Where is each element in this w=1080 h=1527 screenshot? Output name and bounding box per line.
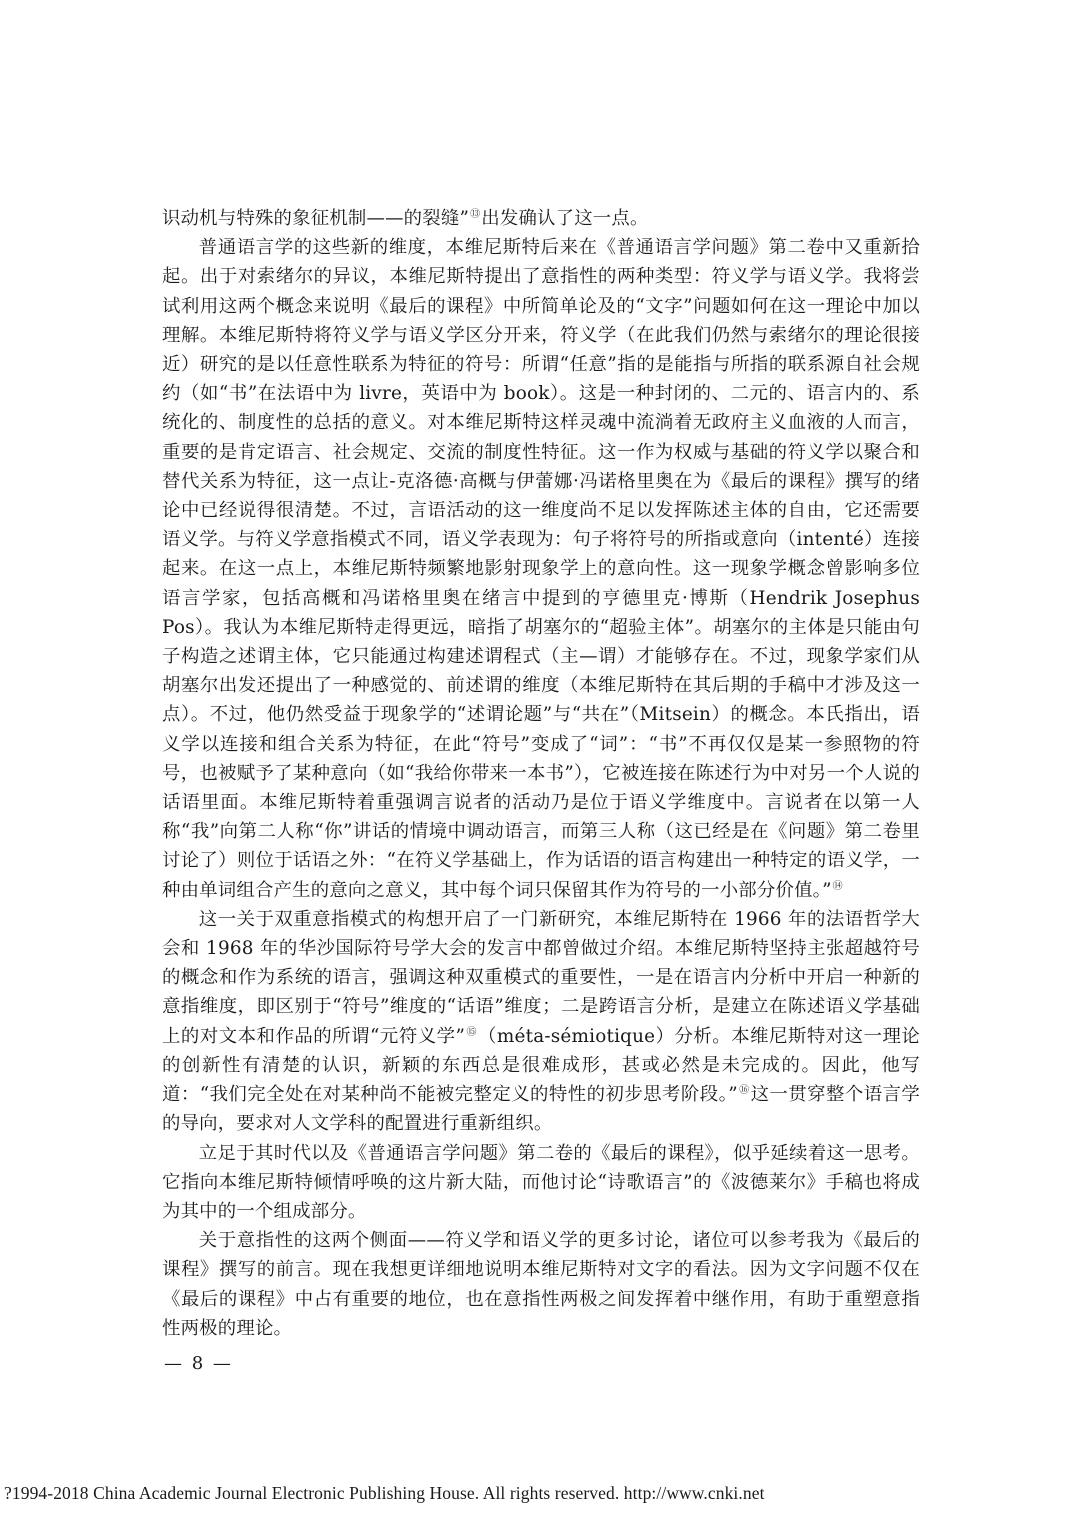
paragraph-text: 识动机与特殊的象征机制——的裂缝” — [162, 208, 470, 229]
footnote-marker[interactable]: ⑬ — [470, 208, 481, 220]
paragraph-4 — [162, 1139, 920, 1227]
paragraph-text: 普通语言学的这些新的维度，本维尼斯特后来在《普通语言学问题》第二卷中又重新拾起。出于对索绪尔的异议，本维尼斯特提出了意指性的两种类型：符义学与语义学。我将尝试利用这两个概念来说明《最后的课程》中所简单论及的“文字”问题如何在这一理论中加以理解。本维尼斯特将符义学与语义学区分开来，符义学（在此我们仍然与索绪尔的理论很接近）研究的是以任意性联系为特征的符号：所谓“任意”指的是能指与所指的联系源自社会规约（如“书”在法语中为 livre，英语中为 book）。这是一种封闭的、二元的、语言内的、系统化的、制度性的总括的意义。对本维尼斯特这样灵魂中流淌着无政府主义血液的人而言，重要的是肯定语言、社会规定、交流的制度性特征。这一作为权威与基础的符义学以聚合和替代关系为特征，这一点让-克洛德·高概与伊蕾娜·冯诺格里奥在为《最后的课程》撰写的绪论中已经说得很清楚。不过，言语活动的这一维度尚不足以发挥陈述主体的自由，它还需要语义学。与符义学意指模式不同，语义学表现为：句子将符号的所指或意向（intenté）连接起来。在这一点上，本维尼斯特频繁地影射现象学上的意向性。这一现象学概念曾影响多位语言学家，包括高概和冯诺格里奥在绪言中提到的亨德里克·博斯（Hendrik Josephus Pos）。我认为本维尼斯特走得更远，暗指了胡塞尔的“超验主体”。胡塞尔的主体是只能由句子构造之述谓主体，它只能通过构建述谓程式（主—谓）才能够存在。不过，现象学家们从胡塞尔出发还提出了一种感觉的、前述谓的维度（本维尼斯特在其后期的手稿中才涉及这一点）。不过，他仍然受益于现象学的“述谓论题”与“共在”（Mitsein）的概念。本氏指出，语义学以连接和组合关系为特征，在此“符号”变成了“词”：“书”不再仅仅是某一参照物的符号，也被赋予了某种意向（如“我给你带来一本书”），它被连接在陈述行为中对另一个人说的话语里面。本维尼斯特着重强调言说者的活动乃是位于语义学维度中。言说者在以第一人称“我”向第二人称“你”讲话的情境中调动语言，而第三人称（这已经是在《问题》第二卷里讨论了）则位于话语之外：“在符义学基础上，作为话语的语言构建出一种特定的语义学，一种由单词组合产生的意向之意义，其中每个词只保留其作为符号的一小部分价值。” — [162, 237, 920, 901]
paragraph-text: 立足于其时代以及《普通语言学问题》第二卷的《最后的课程》，似乎延续着这一思考。它指向本维尼斯特倾情呼唤的这片新大陆，而他讨论“诗歌语言”的《波德莱尔》手稿也将成为其中的一个组成部分。 — [162, 1142, 920, 1222]
paragraph-text: 这一贯穿整个语言学的导向，要求对人文学科的配置进行重新组织。 — [162, 1084, 920, 1135]
paragraph-text: （méta-sémiotique）分析。本维尼斯特对这一理论的创新性有清楚的认识，新颖的东西总是很难成形，甚或必然是未完成的。因此，他写道：“我们完全处在对某种尚不能被完整定义的特性的初步思考阶段。” — [162, 1025, 920, 1106]
article-body — [162, 204, 920, 1343]
paragraph-2 — [162, 233, 920, 905]
paragraph-1 — [162, 204, 920, 233]
paragraph-5 — [162, 1226, 920, 1343]
paragraph-text: 这一关于双重意指模式的构想开启了一门新研究，本维尼斯特在 1966 年的法语哲学大会和 1968 年的华沙国际符号学大会的发言中都曾做过介绍。本维尼斯特坚持主张超越符号的概念和作为系统的语言，强调这种双重模式的重要性，一是在语言内分析中开启一种新的意指维度，即区别于“符号”维度的“话语”维度；二是跨语言分析，是建立在陈述语义学基础上的对文本和作品的所谓“元符义学” — [162, 908, 920, 1047]
paragraph-text: 出发确认了这一点。 — [481, 208, 649, 229]
footnote-marker[interactable]: ⑯ — [738, 1084, 750, 1096]
page-number: — 8 — — [164, 1353, 233, 1374]
paragraph-text: 关于意指性的这两个侧面——符义学和语义学的更多讨论，诸位可以参考我为《最后的课程》撰写的前言。现在我想更详细地说明本维尼斯特对文字的看法。因为文字问题不仅在《最后的课程》中占有重要的地位，也在意指性两极之间发挥着中继作用，有助于重塑意指性两极的理论。 — [162, 1230, 920, 1339]
paragraph-3 — [162, 905, 920, 1139]
footnote-marker[interactable]: ⑮ — [466, 1026, 477, 1038]
footnote-marker[interactable]: ⑭ — [832, 880, 843, 892]
copyright-footer: ?1994-2018 China Academic Journal Electronic Publishing House. All rights reserved. http://www.cnki.net — [4, 1483, 765, 1503]
